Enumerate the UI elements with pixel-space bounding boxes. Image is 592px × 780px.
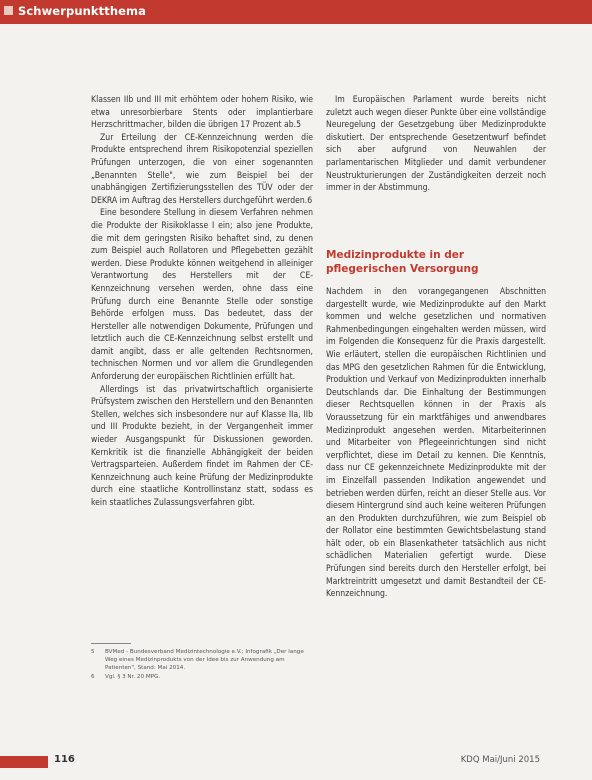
right-column-body (326, 286, 546, 601)
footnotes (91, 648, 313, 682)
paragraph: Nachdem in den vorangegangenen Abschnitten dargestellt wurde, wie Medizinprodukte auf den Markt kommen und welche gesetzlichen und normativen Rahmenbedingungen eingehalten werden müssen, wird im Folgenden die Konsequenz für die Praxis dargestellt. Wie erläutert, stellen die europäischen Richtlinien und das MPG den gesetzlichen Rahmen für die Entwicklung, Produktion und Verkauf von Medizinprodukten innerhalb Deutschlands dar. Die Einhaltung der Bestimmungen dieser Rechtsquellen können in der Praxis als Voraussetzung für ein marktfähiges und anwendbares Medizinprodukt angesehen werden. Mitarbeiterinnen und Mitarbeiter von Pflegeeinrichtungen sind nicht verpflichtet, diese im Detail zu kennen. Die Kenntnis, dass nur CE gekennzeichnete Medizinprodukte mit der im Einzelfall passenden Indikation angewendet und betrieben werden dürfen, reicht an dieser Stelle aus. Vor diesem Hintergrund sind auch keine weiteren Prüfungen an den Produkten durchzuführen, wie zum Beispiel ob der Rollator eine bestimmten Gewichtsbelastung stand hält oder, ob ein Blasenkatheter tatsächlich aus nicht schädlichen Materialien gefertigt wurde. Diese Prüfungen sind bereits durch den Hersteller erfolgt, bei Marktreintritt umgesetzt und damit Bestandteil der CE-Kennzeichnung. (326, 287, 546, 600)
paragraph: Allerdings ist das privatwirtschaftlich organisierte Prüfsystem zwischen den Herstellern und den Benannten Stellen, welches sich insbesondere nur auf Klasse IIa, IIb und III Produkte bezieht, in der Vergangenheit immer wieder Ausgangspunkt für Diskussionen geworden. Kernkritik ist die finanzielle Abhängigkeit der beiden Vertragsparteien. Außerdem findet im Rahmen der CE-Kennzeichnung auch keine Prüfung der Medizinprodukte durch eine staatliche Kontrollinstanz statt, sodass es kein staatliches Zulassungsverfahren gibt. (91, 384, 313, 508)
section-title: Schwerpunktthema (18, 4, 146, 18)
footnote (91, 648, 313, 672)
footer-bar (0, 756, 48, 768)
paragraph: Im Europäischen Parlament wurde bereits nicht zuletzt auch wegen dieser Punkte über eine vollständige Neuregelung der Gesetzgebung über Medizinprodukte diskutiert. Der entsprechende Gesetzentwurf befindet sich aber aufgrund von Neuwahlen der parlamentarischen Mitglieder und damit verbundener Neustrukturierungen der Zuständigkeiten derzeit noch immer in der Abstimmung. (326, 95, 546, 194)
paragraph: Klassen IIb und III mit erhöhtem oder hohem Risiko, wie etwa unresorbierbare Stents oder implantierbare Herzschrittmacher, bilden die übrigen 17 Prozent ab.5 (91, 95, 313, 131)
section-header-bar (0, 0, 592, 24)
footnote-divider (91, 643, 131, 644)
paragraph: Zur Erteilung der CE-Kennzeichnung werden die Produkte entsprechend ihrem Risikopotenzial speziellen Prüfungen unterzogen, die von einer sogenannten „Benannten Stelle", wie zum Beispiel bei der unabhängigen Zertifizierungsstellen des TÜV oder der DEKRA im Auftrag des Herstellers durchgeführt werden.6 (91, 132, 313, 206)
paragraph: Eine besondere Stellung in diesem Verfahren nehmen die Produkte der Risikoklasse I ein; also jene Produkte, die mit dem geringsten Risiko behaftet sind, zu denen zum Beispiel auch Rollatoren und Pflegebetten gezählt werden. Diese Produkte können weitgehend in alleiniger Verantwortung des Herstellers mit der CE-Kennzeichnung versehen werden, ohne dass eine Prüfung durch eine Benannte Stelle oder sonstige Behörde erfolgen muss. Das bedeutet, dass der Hersteller alle notwendigen Dokumente, Prüfungen und letztlich auch die CE-Kennzeichnung selbst erstellt und damit angibt, dass er alle geltenden Rechtsnormen, technischen Normen und vor allem die Grundlegenden Anforderung der europäischen Richtlinien erfüllt hat. (91, 208, 313, 383)
header-marker (4, 6, 13, 15)
footnote-number: 5 (91, 649, 95, 655)
journal-issue: KDQ Mai/Juni 2015 (460, 755, 540, 765)
footnote-text: BVMed - Bundesverband Medizintechnologie e.V.; Infografik „Der lange Weg eines Medizinprodukts von der Idee bis zur Anwendung am Patienten", Stand: Mai 2014. (105, 649, 304, 671)
footnote (91, 673, 313, 681)
footnote-text: Vgl. § 3 Nr. 20 MPG. (105, 674, 161, 680)
footnote-number: 6 (91, 674, 95, 680)
left-column (91, 94, 313, 510)
right-column-intro (326, 94, 546, 195)
page-number: 116 (54, 754, 75, 765)
section-heading: Medizinprodukte in der pflegerischen Versorgung (326, 249, 479, 275)
